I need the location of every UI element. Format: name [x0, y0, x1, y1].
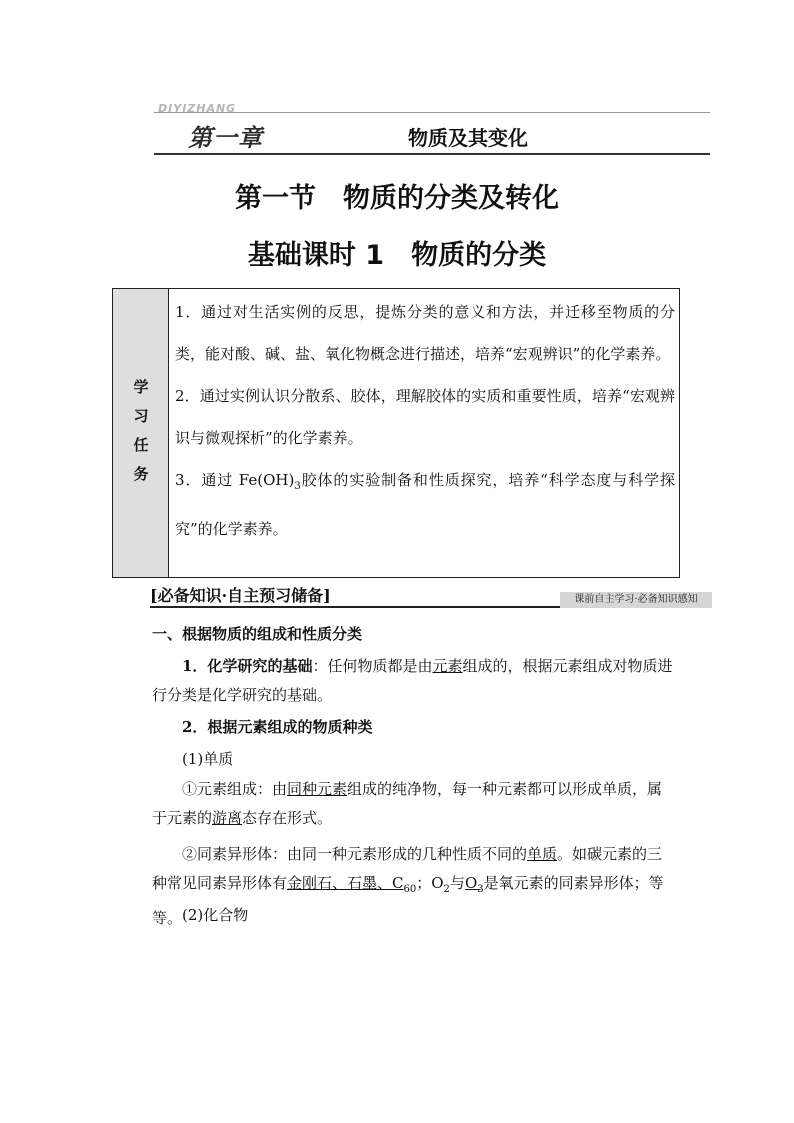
section-banner-title: [必备知识·自主预习储备] — [150, 586, 331, 605]
paragraph-1 — [152, 652, 676, 710]
task-item-3 — [175, 459, 675, 550]
header-top-rule — [154, 112, 710, 113]
heading-4: (2)化合物 — [182, 906, 249, 924]
p3-label: ②同素异形体 — [182, 845, 273, 863]
p2-underline-2: 游离 — [212, 809, 243, 827]
p1-underline-1: 元素 — [432, 657, 463, 675]
heading-1: 一、根据物质的组成和性质分类 — [152, 625, 363, 643]
task-item-3-suffix: 胶体的实验制备和性质探究，培养“科学态度与科学探究”的化学素养。 — [175, 471, 676, 538]
p3-underline-3-text: O — [464, 874, 478, 892]
p3-underline-2 — [287, 874, 417, 895]
tasks-side-label — [113, 289, 169, 577]
p3-text-c: 。如碳元素的三种常见同素异形体有 — [152, 845, 663, 892]
task-item-3-sub: 3 — [294, 481, 301, 492]
tasks-content — [175, 291, 675, 550]
header-bottom-rule — [154, 153, 710, 155]
p3-underline-3-sub: 3 — [477, 884, 484, 895]
p2-label: ①元素组成 — [182, 780, 258, 798]
paragraph-2 — [152, 775, 676, 833]
side-char: 习 — [133, 407, 149, 425]
p3-text-d: ；O — [416, 874, 444, 892]
heading-2: 2．根据元素组成的物质种类 — [182, 718, 373, 736]
lesson-title: 基础课时 1 物质的分类 — [247, 240, 547, 271]
task-item-2: 2．通过实例认识分散系、胶体，理解胶体的实质和重要性质，培养“宏观辨识与微观探析”的化学素养。 — [175, 387, 675, 447]
p3-text-f: 是氧元素的同素异形体；等等。 — [152, 874, 664, 927]
p2-underline-1: 同种元素 — [287, 780, 348, 798]
p3-text-b: ：由同一种元素形成的几种性质不同的 — [272, 845, 528, 863]
task-item-1: 1．通过对生活实例的反思，提炼分类的意义和方法，并迁移至物质的分类，能对酸、碱、盐、氧化物概念进行描述，培养“宏观辨识”的化学素养。 — [175, 303, 675, 363]
learning-tasks-box — [112, 288, 680, 578]
chapter-label: 第一章 — [188, 124, 263, 152]
p2-text-c: 组成的纯净物，每一种元素都可以形成单质，属于元素的 — [152, 780, 663, 827]
p2-text-b: ：由 — [257, 780, 288, 798]
p1-label: 1．化学研究的基础 — [182, 657, 313, 675]
p3-underline-2-text: 金刚石、石墨、C — [287, 874, 404, 892]
p2-text-d: 态存在形式。 — [242, 809, 333, 827]
section-title: 第一节 物质的分类及转化 — [235, 183, 559, 214]
chapter-title: 物质及其变化 — [408, 126, 528, 150]
task-item-3-prefix: 3．通过 Fe(OH) — [175, 471, 295, 489]
heading-3: (1)单质 — [182, 750, 234, 768]
p3-underline-3 — [464, 874, 484, 895]
p3-underline-2-sub: 60 — [403, 884, 417, 895]
p3-text-d-sub: 2 — [443, 884, 450, 895]
p3-underline-1: 单质 — [527, 845, 558, 863]
side-char: 任 — [133, 436, 149, 454]
p1-text-b: 组成的，根据元素组成对物质进行分类是化学研究的基础。 — [152, 657, 673, 704]
p1-text-a: ：任何物质都是由 — [312, 657, 433, 675]
side-char: 学 — [133, 378, 149, 396]
section-banner-tag: 课前自主学习·必备知识感知 — [560, 592, 712, 608]
side-char: 务 — [133, 465, 149, 483]
chapter-pinyin: DIYIZHANG — [158, 102, 237, 115]
chapter-header — [154, 104, 710, 156]
p3-text-e: 与 — [449, 874, 465, 892]
banner-rule — [150, 606, 560, 608]
